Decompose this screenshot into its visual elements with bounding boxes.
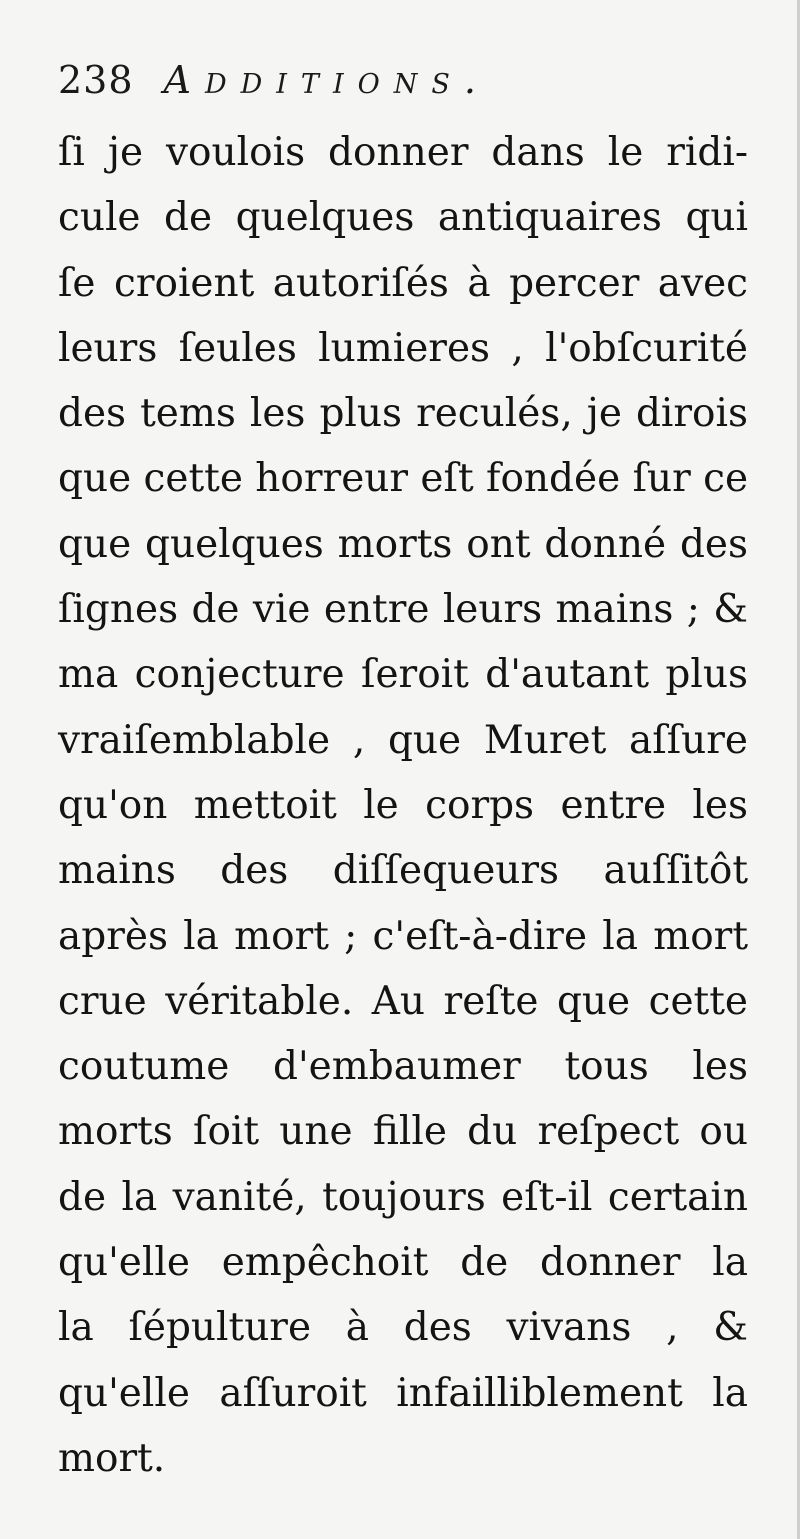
text-line: ſignes de vie entre leurs mains ; &: [58, 587, 748, 633]
page-header: [58, 58, 490, 108]
text-line-last: mort.: [58, 1435, 166, 1481]
text-line: mains des diſſequeurs auſſitôt: [58, 848, 748, 894]
text-line: qu'elle empêchoit de donner la: [58, 1240, 748, 1286]
text-line: après la mort ; c'eſt-à-dire la mort: [58, 913, 748, 959]
text-line: ma conjecture ſeroit d'autant plus: [58, 652, 748, 698]
text-line: coutume d'embaumer tous les: [58, 1044, 748, 1090]
text-line: ſe croient autoriſés à percer avec: [58, 260, 748, 306]
text-line: ſi je voulois donner dans le ridi-: [58, 130, 748, 175]
body-text: [58, 120, 748, 1491]
page-number: 238: [58, 58, 134, 102]
text-line: crue véritable. Au reſte que cette: [58, 978, 748, 1024]
text-line: la ſépulture à des vivans , &: [58, 1305, 748, 1351]
text-line: de la vanité, toujours eſt-il certain: [58, 1174, 748, 1220]
text-line: qu'elle aſſuroit infailliblement la: [58, 1370, 748, 1416]
text-line: que quelques morts ont donné des: [58, 521, 748, 567]
text-line: leurs ſeules lumieres , l'obſcurité: [58, 325, 748, 371]
text-line: que cette horreur eſt fondée ſur ce: [58, 456, 749, 502]
text-line: vraiſemblable , que Muret aſſure: [58, 717, 748, 763]
text-line: morts ſoit une fille du reſpect ou: [58, 1109, 748, 1155]
text-line: cule de quelques antiquaires qui: [58, 195, 748, 241]
running-head: Additions.: [163, 58, 490, 102]
text-line: des tems les plus reculés, je dirois: [58, 391, 748, 437]
text-line: qu'on mettoit le corps entre les: [58, 782, 748, 828]
